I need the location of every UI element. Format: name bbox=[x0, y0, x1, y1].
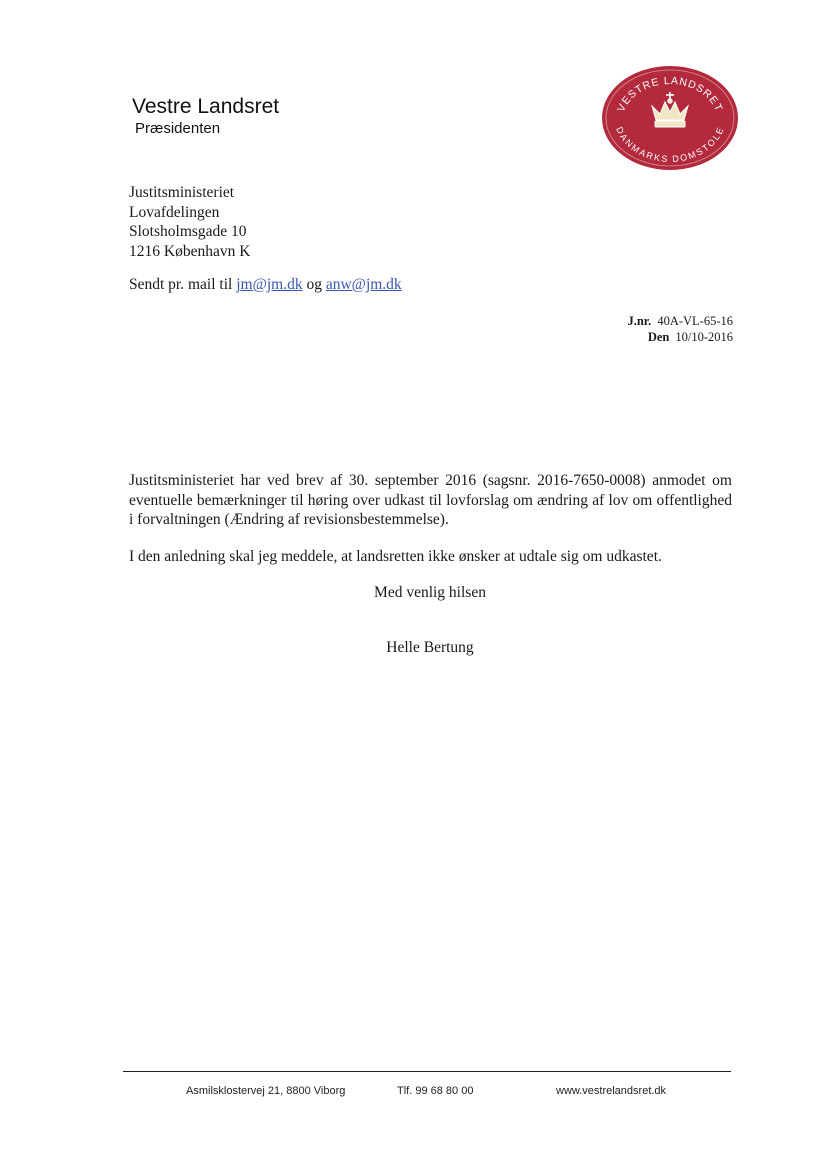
letter-date: 10/10-2016 bbox=[675, 330, 733, 344]
recipient-line: Justitsministeriet bbox=[129, 184, 235, 201]
body-paragraph-1: Justitsministeriet har ved brev af 30. september 2016 (sagsnr. 2016-7650-0008) anmodet om eventuelle bemærkninger til høring over udkast til lovforslag om ændring af lov om offentlighed i forvaltningen (Ændring af revisionsbestemmelse). bbox=[129, 472, 732, 528]
email-link-anw[interactable]: anw@jm.dk bbox=[325, 276, 402, 293]
journal-number-label: J.nr. bbox=[627, 314, 652, 328]
sent-by-mail-line bbox=[129, 276, 402, 294]
organization-name: Vestre Landsret bbox=[132, 95, 280, 118]
footer-website[interactable]: www.vestrelandsret.dk bbox=[556, 1085, 667, 1097]
seal-top-text: VESTRE LANDSRET bbox=[615, 74, 725, 114]
footer-address: Asmilsklostervej 21, 8800 Viborg bbox=[186, 1085, 346, 1097]
seal-bottom-text: DANMARKS DOMSTOLE bbox=[613, 125, 727, 165]
department-name: Præsidenten bbox=[135, 120, 221, 137]
date-label: Den bbox=[647, 330, 670, 344]
body-paragraph-2: I den anledning skal jeg meddele, at landsretten ikke ønsker at udtale sig om udkastet. bbox=[129, 548, 662, 565]
closing-greeting: Med venlig hilsen bbox=[374, 584, 486, 601]
sent-prefix: Sendt pr. mail til bbox=[129, 276, 237, 293]
reference-block bbox=[627, 313, 733, 345]
recipient-address bbox=[129, 183, 250, 261]
recipient-line: Slotsholmsgade 10 bbox=[129, 223, 247, 240]
email-link-jm[interactable]: jm@jm.dk bbox=[236, 276, 303, 293]
sent-connector: og bbox=[302, 276, 326, 293]
footer-phone: Tlf. 99 68 80 00 bbox=[397, 1085, 474, 1097]
journal-number: 40A-VL-65-16 bbox=[657, 314, 733, 328]
recipient-line: 1216 København K bbox=[129, 242, 251, 260]
signature-name: Helle Bertung bbox=[386, 639, 474, 656]
court-seal bbox=[600, 64, 740, 172]
footer-divider bbox=[123, 1071, 731, 1072]
recipient-line: Lovafdelingen bbox=[129, 203, 220, 221]
